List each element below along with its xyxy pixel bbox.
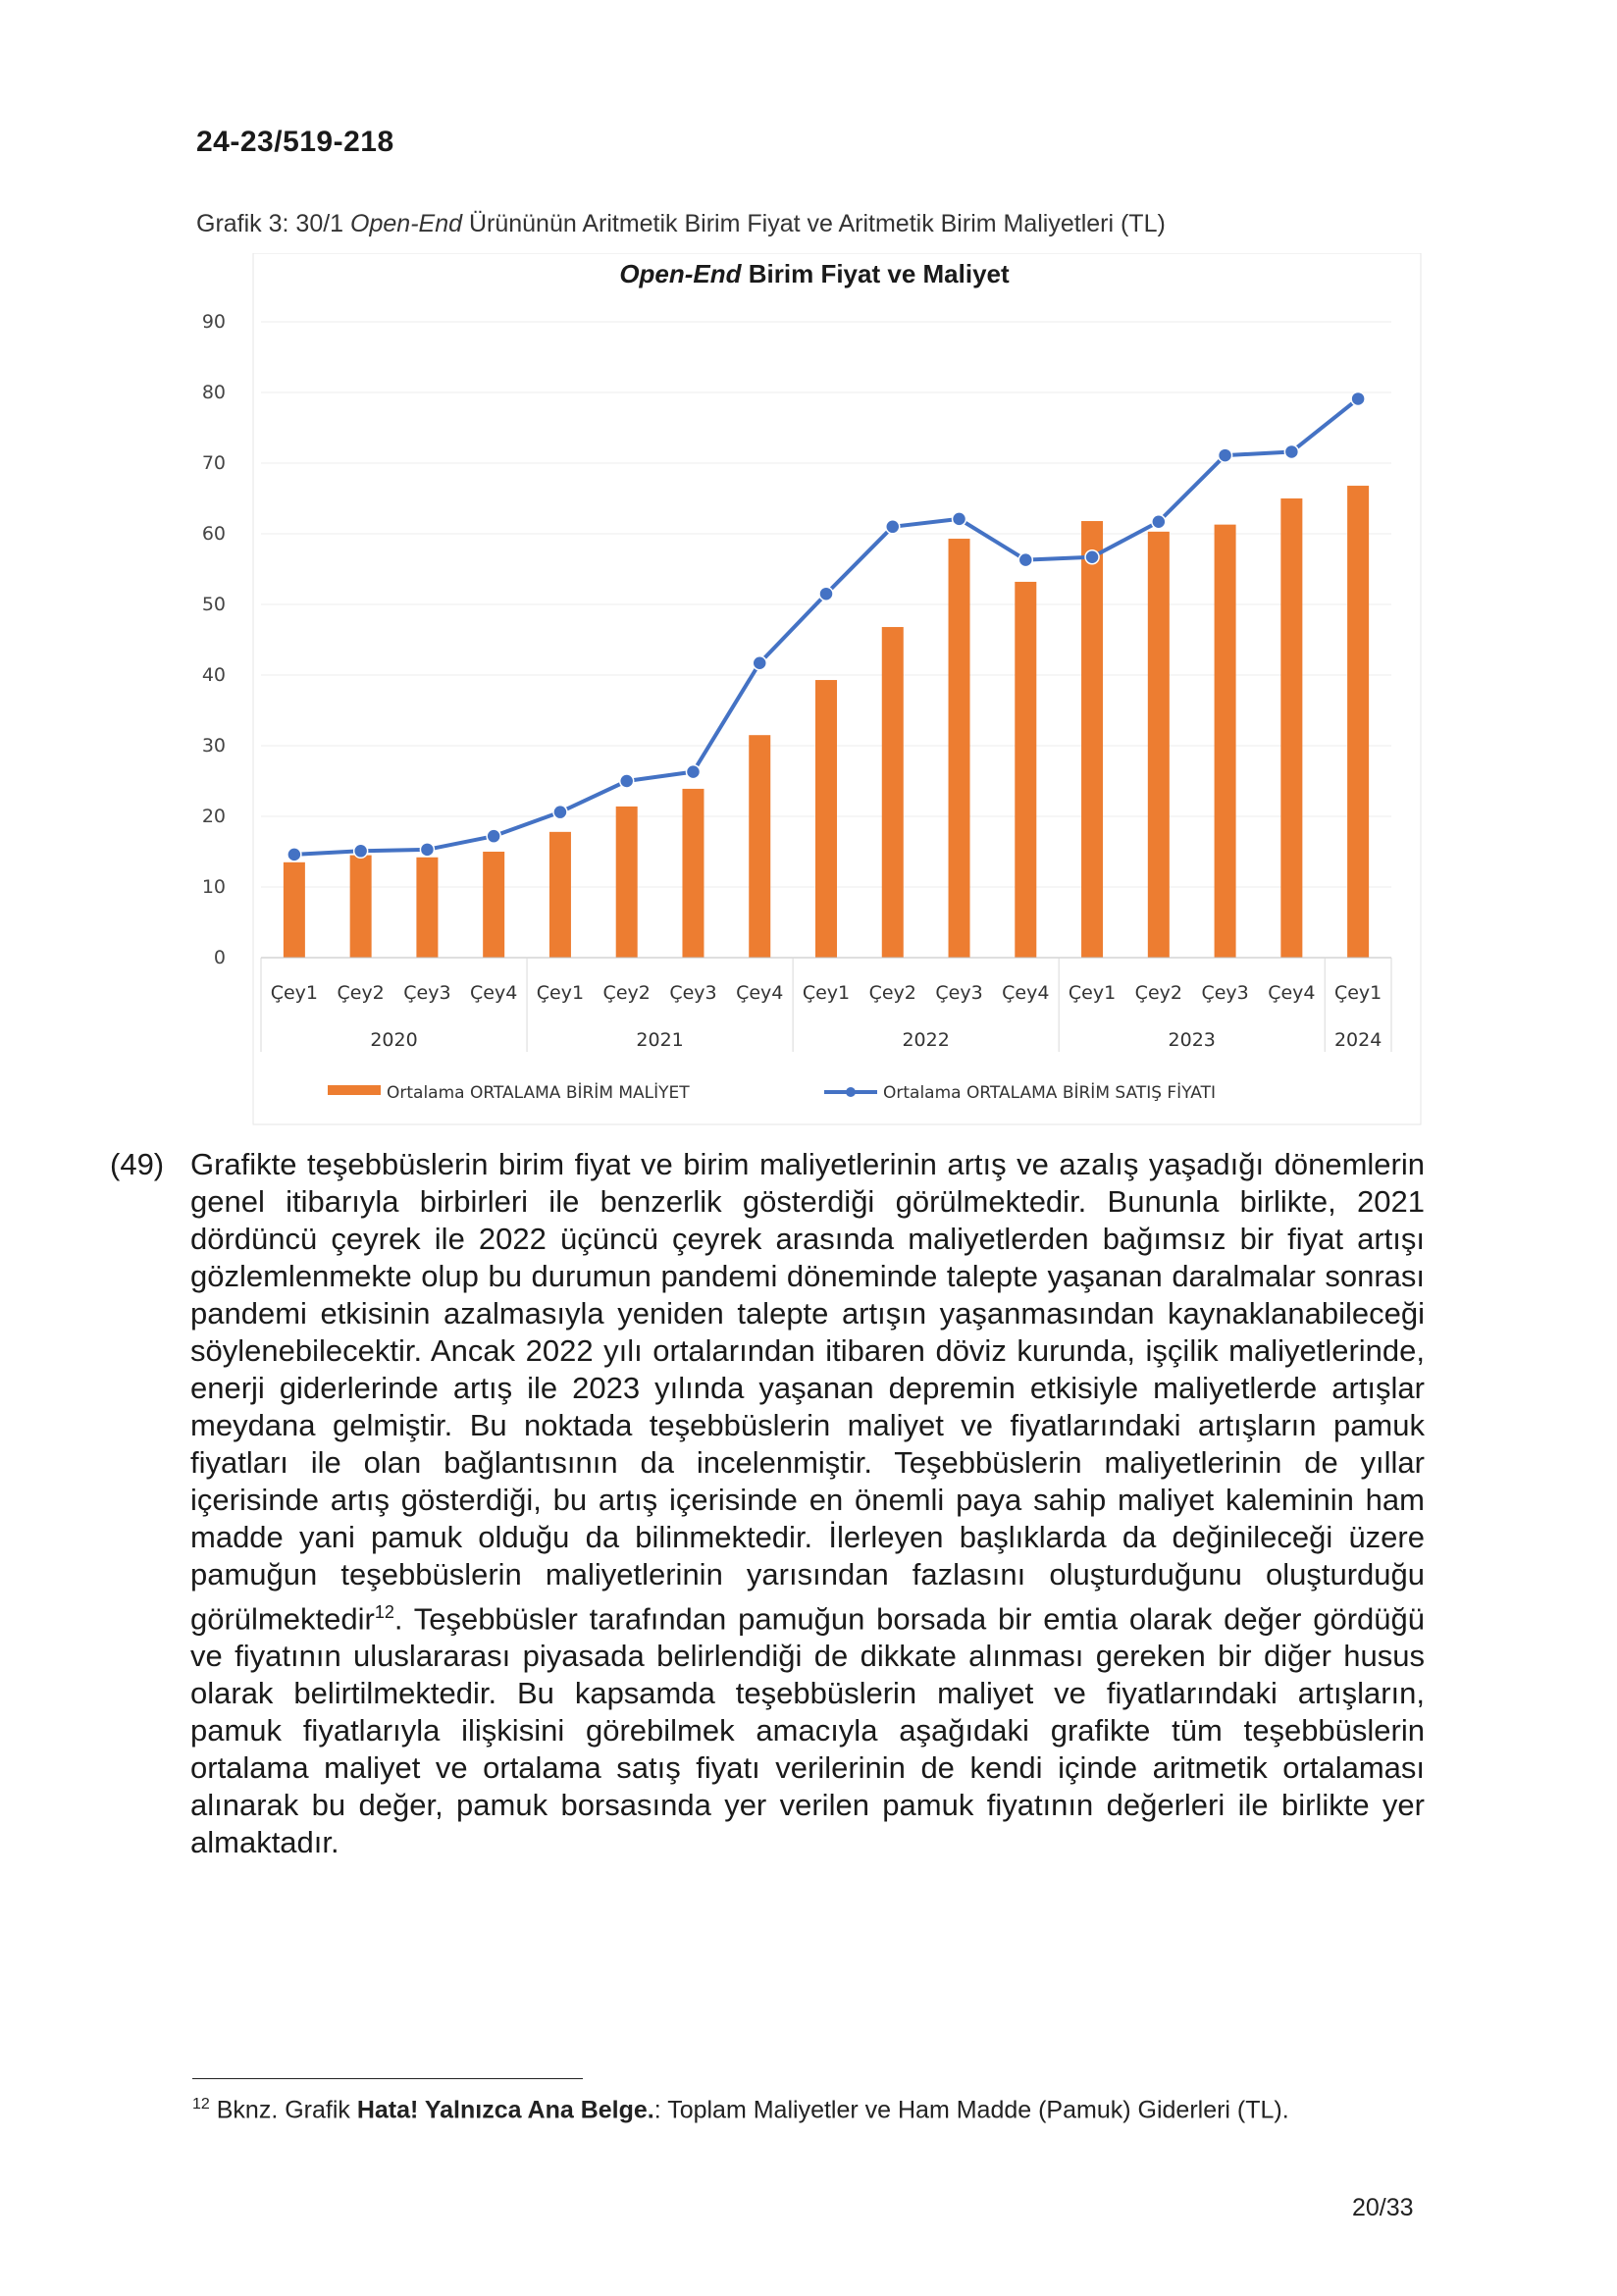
cost-bar	[616, 807, 638, 958]
y-tick-label: 0	[213, 947, 226, 968]
cost-bar	[1215, 525, 1236, 958]
price-point	[1152, 515, 1166, 529]
year-label: 2020	[370, 1029, 418, 1051]
cost-bar	[1015, 582, 1036, 958]
x-tick-label: Çey3	[1201, 982, 1249, 1004]
x-tick-label: Çey1	[536, 982, 585, 1004]
cost-bar	[1347, 486, 1369, 958]
price-point	[287, 848, 301, 861]
cost-bar	[1148, 532, 1170, 958]
year-label: 2024	[1333, 1029, 1382, 1051]
price-point	[1284, 444, 1298, 458]
price-point	[819, 587, 833, 600]
x-tick-label: Çey3	[935, 982, 983, 1004]
x-tick-label: Çey1	[1333, 982, 1382, 1004]
price-point	[1018, 553, 1032, 567]
y-tick-label: 40	[201, 664, 226, 686]
document-id: 24-23/519-218	[196, 126, 394, 158]
footnote	[192, 2096, 1289, 2124]
chart-caption	[196, 210, 1166, 238]
footnote-bold: Hata! Yalnızca Ana Belge.	[356, 2096, 654, 2124]
paragraph-number: (49)	[110, 1147, 165, 1181]
price-point	[1219, 448, 1232, 462]
x-tick-label: Çey1	[270, 982, 319, 1004]
y-tick-label: 90	[201, 311, 226, 333]
chart	[196, 253, 1423, 1126]
price-point	[1085, 550, 1099, 564]
paragraph-tail: . Teşebbüsler tarafından pamuğun borsada bir emtia olarak değer gördüğü ve fiyatının uluslararası piyasada belirlendiği de dikkate alınması gereken bir diğer husus olarak belirtilmektedir. Bu kapsamda teşebbüslerin maliyet ve fiyatlarındaki artışların, pamuk fiyatlarıyla ilişkisini görebilmek amacıyla aşağıdaki grafikte tüm teşebbüslerin ortalama maliyet ve ortalama satış fiyatı verilerinin de kendi içinde aritmetik ortalaması alınarak bu değer, pamuk borsasında yer verilen pamuk fiyatının değerleri ile birlikte yer almaktadır.	[190, 1601, 1425, 1860]
price-point	[686, 765, 700, 779]
price-point	[620, 774, 634, 788]
legend-line-marker	[846, 1087, 856, 1097]
footnote-divider	[192, 2078, 583, 2079]
x-tick-label: Çey3	[403, 982, 451, 1004]
x-tick-label: Çey4	[470, 982, 518, 1004]
legend-line-label: Ortalama ORTALAMA BİRİM SATIŞ FİYATI	[883, 1083, 1216, 1103]
legend-bar-swatch	[328, 1085, 381, 1095]
chart-title-italic: Open-End	[619, 259, 742, 288]
caption-italic: Open-End	[350, 210, 462, 237]
y-tick-label: 50	[201, 594, 226, 615]
cost-bar	[949, 539, 970, 958]
x-tick-label: Çey3	[669, 982, 717, 1004]
cost-bar	[1081, 521, 1103, 958]
x-tick-label: Çey2	[868, 982, 916, 1004]
price-point	[953, 512, 966, 526]
x-tick-label: Çey1	[802, 982, 851, 1004]
cost-bar	[682, 789, 704, 958]
paragraph-body	[190, 1146, 1425, 1861]
y-tick-label: 20	[201, 806, 226, 827]
legend-bar-label: Ortalama ORTALAMA BİRİM MALİYET	[387, 1083, 690, 1103]
footnote-ref: 12	[374, 1602, 394, 1622]
x-tick-label: Çey4	[1268, 982, 1316, 1004]
price-point	[553, 806, 567, 819]
cost-bar	[882, 627, 904, 958]
paragraph-49	[110, 1146, 1425, 1861]
year-label: 2023	[1168, 1029, 1216, 1051]
price-point	[420, 843, 434, 857]
x-tick-label: Çey2	[1134, 982, 1182, 1004]
year-label: 2021	[636, 1029, 684, 1051]
cost-bar	[749, 735, 770, 958]
cost-bar	[350, 856, 372, 958]
y-tick-label: 30	[201, 735, 226, 757]
cost-bar	[549, 832, 571, 958]
paragraph-text: Grafikte teşebbüslerin birim fiyat ve birim maliyetlerinin artış ve azalış yaşadığı dönemlerin genel itibarıyla birbirleri ile benzerlik gösterdiği görülmektedir. Bununla birlikte, 2021 dördüncü çeyrek ile 2022 üçüncü çeyrek arasında maliyetlerden bağımsız bir fiyat artışı gözlemlenmekte olup bu durumun pandemi döneminde talepte yaşanan daralmalar sonrası pandemi etkisinin azalmasıyla yeniden talepte artışın yaşanmasından kaynaklanabileceği söylenebilecektir. Ancak 2022 yılı ortalarından itibaren döviz kurunda, işçilik maliyetlerinde, enerji giderlerinde artış ile 2023 yılında yaşanan depremin etkisiyle maliyetlerde artışlar meydana gelmiştir. Bu noktada teşebbüslerin maliyet ve fiyatlarındaki artışların pamuk fiyatları ile olan bağlantısının da incelenmiştir. Teşebbüslerin maliyetlerinin de yıllar içerisinde artış gösterdiği, bu artış içerisinde en önemli paya sahip maliyet kaleminin ham madde yani pamuk olduğu da bilinmektedir. İlerleyen başlıklarda da değinileceği üzere pamuğun teşebbüslerin maliyetlerinin yarısından fazlasını oluşturduğunu oluşturduğu görülmektedir	[190, 1147, 1425, 1637]
svg-text:Open-End Birim Fiyat ve Maliye	[619, 259, 1010, 288]
footnote-suffix: : Toplam Maliyetler ve Ham Madde (Pamuk) Giderleri (TL).	[653, 2096, 1289, 2124]
x-tick-label: Çey4	[1002, 982, 1050, 1004]
footnote-number: 12	[192, 2096, 210, 2113]
cost-bar	[416, 858, 438, 958]
x-tick-label: Çey2	[602, 982, 651, 1004]
footnote-prefix: Bknz. Grafik	[209, 2096, 357, 2124]
cost-bar	[284, 862, 305, 958]
x-tick-label: Çey1	[1068, 982, 1117, 1004]
caption-prefix: Grafik 3: 30/1	[196, 210, 351, 237]
price-point	[1351, 391, 1365, 405]
cost-bar	[483, 852, 504, 958]
y-tick-label: 10	[201, 876, 226, 898]
y-tick-label: 80	[201, 382, 226, 403]
price-point	[886, 520, 900, 534]
chart-legend	[328, 1082, 1216, 1103]
y-tick-label: 70	[201, 452, 226, 474]
x-tick-label: Çey2	[337, 982, 385, 1004]
price-point	[354, 844, 368, 858]
price-point	[753, 656, 766, 670]
cost-bar	[1280, 498, 1302, 958]
price-point	[487, 829, 500, 843]
year-label: 2022	[902, 1029, 950, 1051]
y-tick-label: 60	[201, 523, 226, 545]
x-tick-label: Çey4	[736, 982, 784, 1004]
cost-bar	[815, 680, 837, 958]
chart-title-rest: Birim Fiyat ve Maliyet	[741, 259, 1010, 288]
caption-suffix: Ürününün Aritmetik Birim Fiyat ve Aritmetik Birim Maliyetleri (TL)	[462, 210, 1166, 237]
page-number: 20/33	[1352, 2194, 1414, 2221]
chart-title	[619, 259, 1010, 288]
